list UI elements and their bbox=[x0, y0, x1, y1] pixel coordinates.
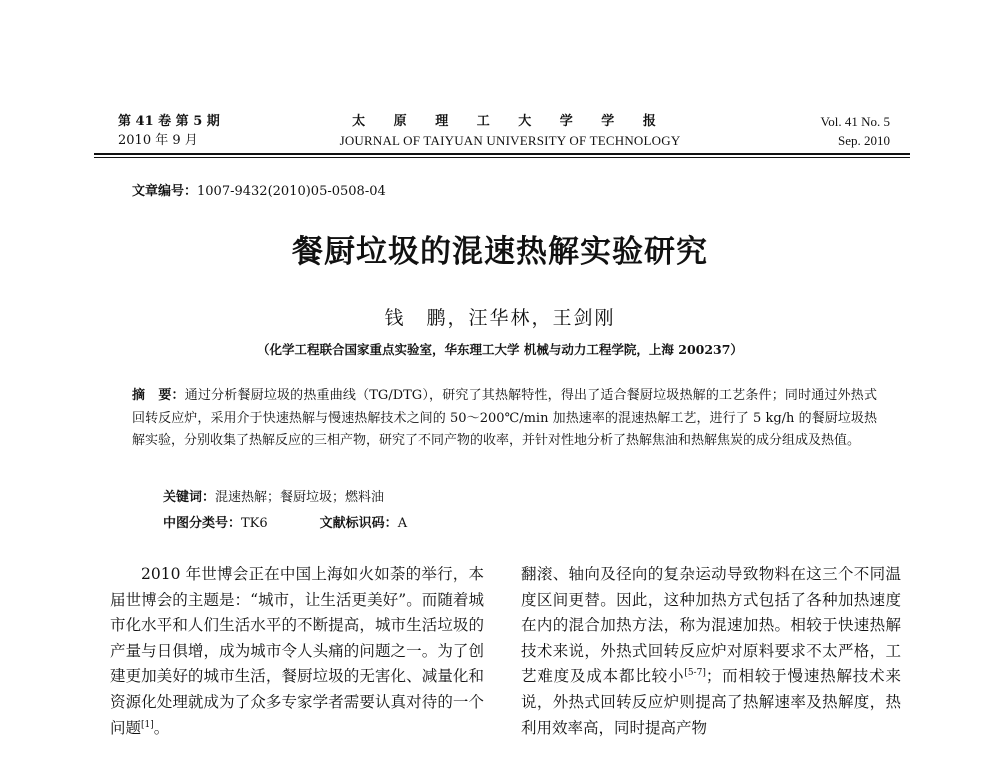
citation: [5-7] bbox=[684, 668, 706, 679]
article-number bbox=[132, 180, 386, 199]
body-paragraph bbox=[521, 562, 901, 741]
volume-issue: 第 41 卷 第 5 期 bbox=[118, 114, 220, 129]
doc-code-value: A bbox=[397, 516, 408, 531]
journal-title-en: JOURNAL OF TAIYUAN UNIVERSITY OF TECHNOLOGY bbox=[339, 133, 681, 148]
body-text: 2010 年世博会正在中国上海如火如荼的举行，本届世博会的主题是：“城市，让生活更美好”。而随着城市化水平和人们生活水平的不断提高，城市生活垃圾的产量与日俱增，成为城市令人头痛的问题之一。为了创建更加美好的城市生活，餐厨垃圾的无害化、减量化和资源化处理就成为了众多专家学者需要认真对待的一个问题 bbox=[110, 565, 484, 737]
paper-title: 餐厨垃圾的混速热解实验研究 bbox=[292, 234, 708, 270]
body-column-right bbox=[521, 562, 901, 741]
clc-value: TK6 bbox=[241, 516, 268, 531]
keywords-value: 混速热解；餐厨垃圾；燃料油 bbox=[215, 490, 385, 505]
journal-title-cn: 太 原 理 工 大 学 学 报 bbox=[352, 114, 668, 129]
doc-code-label: 文献标识码： bbox=[319, 516, 398, 531]
keywords bbox=[163, 486, 384, 505]
header-rule-thick bbox=[94, 153, 910, 155]
body-text: 翻滚、轴向及径向的复杂运动导致物料在这三个不同温度区间更替。因此，这种加热方式包括了各种加热速度在内的混合加热方法，称为混速加热。相较于快速热解技术来说，外热式回转反应炉对原料要求不太严格，工艺难度及成本都比较小 bbox=[521, 565, 901, 686]
publication-date-en: Sep. 2010 bbox=[838, 133, 890, 148]
abstract bbox=[132, 385, 877, 453]
citation: [1] bbox=[141, 719, 154, 730]
article-number-label: 文章编号： bbox=[132, 184, 198, 199]
article-number-value: 1007-9432(2010)05-0508-04 bbox=[197, 184, 386, 199]
volume-issue-en: Vol. 41 No. 5 bbox=[820, 114, 890, 129]
abstract-text: 通过分析餐厨垃圾的热重曲线（TG/DTG），研究了其热解特性，得出了适合餐厨垃圾热解的工艺条件；同时通过外热式回转反应炉，采用介于快速热解与慢速热解技术之间的 50～200℃/min 加热速率的混速热解工艺，进行了 5 kg/h 的餐厨垃圾热解实验，分别收集了热解反应的三相产物，研究了不同产物的收率，并针对性地分析了热解焦油和热解焦炭的成分组成及热值。 bbox=[132, 388, 877, 448]
clc-label: 中图分类号： bbox=[163, 516, 242, 531]
affiliation: （化学工程联合国家重点实验室，华东理工大学 机械与动力工程学院，上海 200237） bbox=[257, 342, 743, 357]
body-text: ；而相较于慢速热解技术来说，外热式回转反应炉则提高了热解速率及热解度，热利用效率高，同时提高产物 bbox=[521, 667, 901, 737]
classification bbox=[163, 512, 407, 531]
authors: 钱 鹏，汪华林，王剑刚 bbox=[384, 307, 616, 329]
body-paragraph bbox=[110, 562, 484, 741]
header-rule-thin bbox=[94, 157, 910, 158]
body-column-left bbox=[110, 562, 484, 741]
keywords-label: 关键词： bbox=[163, 490, 216, 505]
abstract-label: 摘 要： bbox=[132, 388, 185, 403]
body-text: 。 bbox=[153, 718, 170, 737]
publication-date-cn: 2010 年 9 月 bbox=[118, 133, 198, 148]
